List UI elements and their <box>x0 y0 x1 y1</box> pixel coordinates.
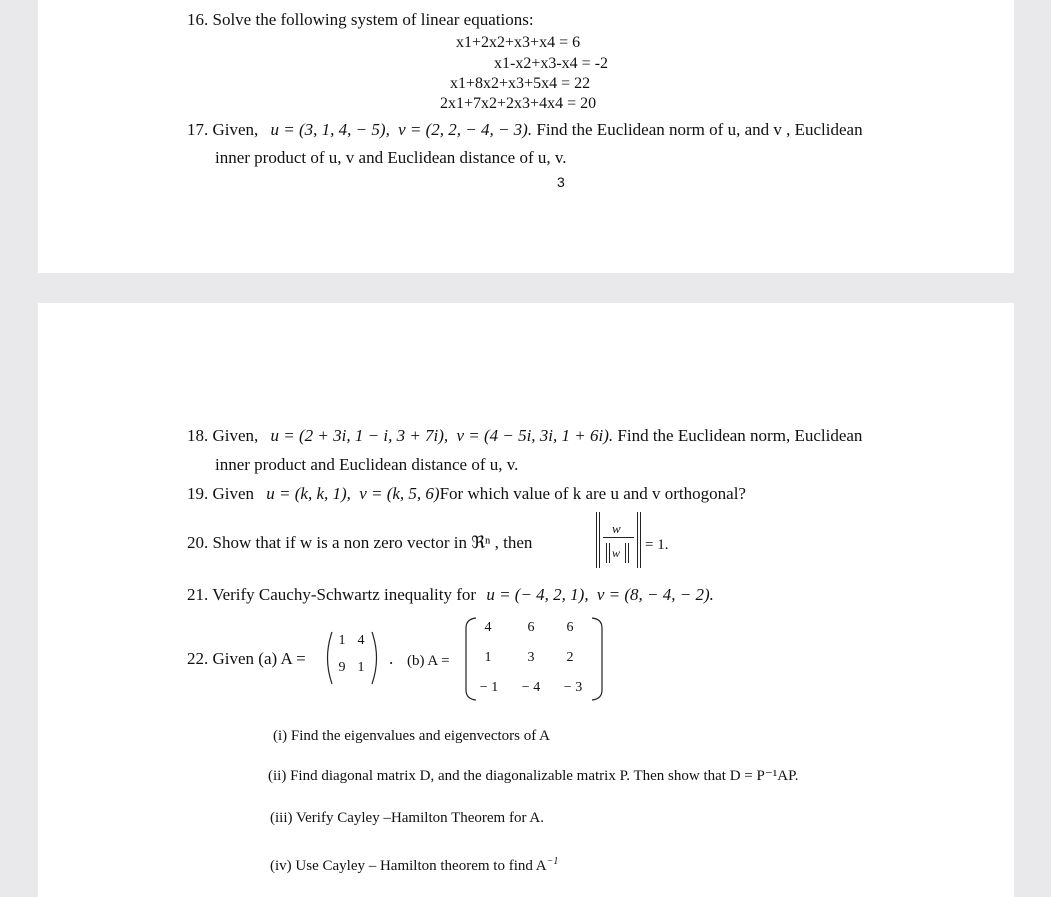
q17-line-1 <box>187 120 863 140</box>
q18-question: Find the Euclidean norm, Euclidean <box>617 426 863 445</box>
q19-line <box>187 484 746 504</box>
q17-line-2: inner product of u, v and Euclidean distance of u, v. <box>215 148 567 167</box>
q22-part-iii: (iii) Verify Cayley –Hamilton Theorem for A. <box>270 810 544 826</box>
q16-equation-2: x1-x2+x3-x4 = -2 <box>494 55 609 72</box>
denominator-bar-2 <box>609 543 610 563</box>
q21-statement: 21. Verify Cauchy-Schwartz inequality for <box>187 585 477 604</box>
norm-bar-left-inner <box>599 512 600 568</box>
q19-v-vector: v = (k, 5, 6) <box>359 484 440 503</box>
q18-line-1 <box>187 426 862 446</box>
q17-lead: 17. Given, <box>187 120 259 139</box>
matrix-b-cell-3-3: − 3 <box>563 680 583 695</box>
norm-bar-left-outer <box>596 512 597 568</box>
q20-statement: 20. Show that if w is a non zero vector in ℜⁿ , then <box>187 533 533 552</box>
matrix-b-cell-3-1: − 1 <box>479 680 499 695</box>
q22-lead: 22. Given (a) A = <box>187 649 306 668</box>
q18-v-vector: v = (4 − 5i, 3i, 1 + 6i). <box>456 426 614 445</box>
q20-denominator: w <box>612 546 621 560</box>
q16-equation-4: 2x1+7x2+2x3+4x4 = 20 <box>440 95 597 112</box>
matrix-b-cell-2-3: 2 <box>566 650 574 665</box>
q17-u-vector: u = (3, 1, 4, − 5), <box>270 120 390 139</box>
matrix-a-cell-2-2: 1 <box>357 660 365 675</box>
fraction-line <box>603 537 634 538</box>
inverse-exponent: −1 <box>546 856 559 867</box>
q19-lead: 19. Given <box>187 484 255 503</box>
q18-u-vector: u = (2 + 3i, 1 − i, 3 + 7i), <box>270 426 449 445</box>
q22-separator: . <box>389 649 394 668</box>
q20-result: = 1. <box>645 537 669 553</box>
q22-part-iv <box>270 852 558 876</box>
denominator-bar-4 <box>628 543 629 563</box>
matrix-b-cell-2-2: 3 <box>527 650 535 665</box>
q20-numerator: w <box>612 521 621 536</box>
matrix-b-cell-1-1: 4 <box>484 620 492 635</box>
matrix-b-cell-2-1: 1 <box>484 650 492 665</box>
q19-u-vector: u = (k, k, 1), <box>266 484 351 503</box>
q17-v-vector: v = (2, 2, − 4, − 3). <box>398 120 533 139</box>
matrix-a-cell-1-2: 4 <box>357 633 365 648</box>
q22-part-iv-text: (iv) Use Cayley – Hamilton theorem to find A <box>270 858 547 874</box>
q22-b-label: (b) A = <box>407 653 450 669</box>
q22-part-i: (i) Find the eigenvalues and eigenvectors of A <box>273 728 551 744</box>
q17-question: Find the Euclidean norm of u, and v , Euclidean <box>536 120 863 139</box>
denominator-bar-3 <box>625 543 626 563</box>
matrix-b-cell-3-2: − 4 <box>521 680 541 695</box>
matrix-b-cell-1-3: 6 <box>566 620 574 635</box>
denominator-bar-1 <box>606 543 607 563</box>
q22-part-ii: (ii) Find diagonal matrix D, and the diagonalizable matrix P. Then show that D = P⁻¹AP. <box>268 768 799 784</box>
q21-v-vector: v = (8, − 4, − 2). <box>596 585 714 604</box>
q19-question: For which value of k are u and v orthogonal? <box>439 484 746 503</box>
matrix-a-cell-2-1: 9 <box>338 660 346 675</box>
q16-equation-1: x1+2x2+x3+x4 = 6 <box>456 34 581 51</box>
q16-equation-3: x1+8x2+x3+5x4 = 22 <box>450 75 591 92</box>
q18-lead: 18. Given, <box>187 426 259 445</box>
norm-bar-right-inner <box>637 512 638 568</box>
q21-u-vector: u = (− 4, 2, 1), <box>486 585 589 604</box>
matrix-a-cell-1-1: 1 <box>338 633 346 648</box>
page-number: 3 <box>557 174 565 190</box>
q18-line-2: inner product and Euclidean distance of u, v. <box>215 455 519 474</box>
q16-heading: 16. Solve the following system of linear equations: <box>187 10 534 29</box>
q21-line <box>187 585 714 605</box>
norm-bar-right-outer <box>640 512 641 568</box>
matrix-b-cell-1-2: 6 <box>527 620 535 635</box>
